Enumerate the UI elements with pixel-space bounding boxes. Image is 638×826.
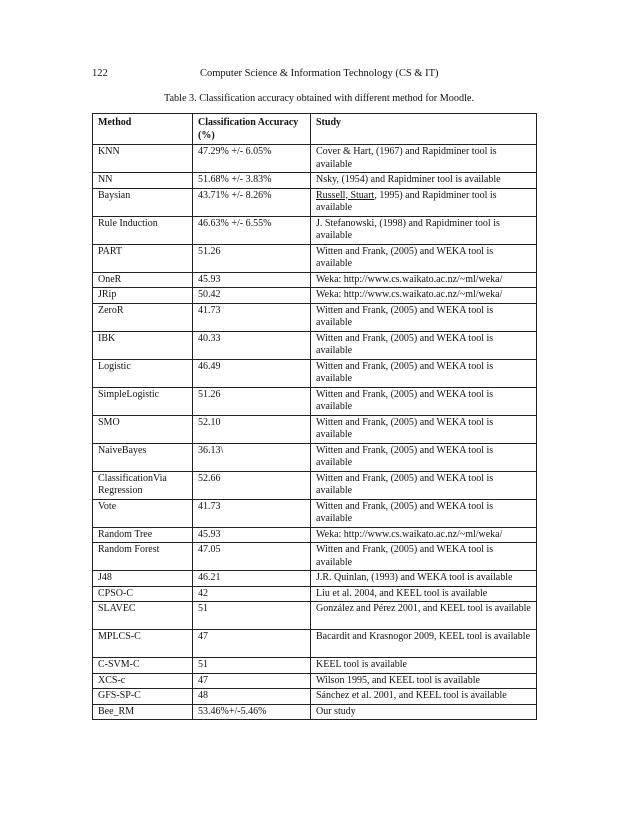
method-cell: C-SVM-C bbox=[93, 658, 193, 674]
study-cell: Weka: http://www.cs.waikato.ac.nz/~ml/weka/ bbox=[311, 527, 537, 543]
study-cell: Bacardit and Krasnogor 2009, KEEL tool is available bbox=[311, 630, 537, 658]
table-row bbox=[93, 499, 537, 527]
table-row bbox=[93, 689, 537, 705]
method-cell: Bee_RM bbox=[93, 704, 193, 720]
accuracy-cell: 51.26 bbox=[193, 244, 311, 272]
accuracy-cell: 45.93 bbox=[193, 272, 311, 288]
study-cell: Liu et al. 2004, and KEEL tool is available bbox=[311, 586, 537, 602]
column-header-accuracy: Classification Accuracy (%) bbox=[193, 114, 311, 145]
table-row bbox=[93, 331, 537, 359]
table-row bbox=[93, 704, 537, 720]
page-header bbox=[92, 68, 552, 82]
table-row bbox=[93, 244, 537, 272]
study-cell: KEEL tool is available bbox=[311, 658, 537, 674]
accuracy-cell: 48 bbox=[193, 689, 311, 705]
study-cell: González and Pérez 2001, and KEEL tool is available bbox=[311, 602, 537, 630]
accuracy-cell: 36.13\ bbox=[193, 443, 311, 471]
table-row bbox=[93, 173, 537, 189]
accuracy-cell: 41.73 bbox=[193, 499, 311, 527]
method-cell: IBK bbox=[93, 331, 193, 359]
accuracy-cell: 47 bbox=[193, 630, 311, 658]
study-cell: Sánchez et al. 2001, and KEEL tool is available bbox=[311, 689, 537, 705]
study-cell: Witten and Frank, (2005) and WEKA tool is available bbox=[311, 443, 537, 471]
accuracy-cell: 47 bbox=[193, 673, 311, 689]
study-cell: J. Stefanowski, (1998) and Rapidminer tool is available bbox=[311, 216, 537, 244]
method-cell: MPLCS-C bbox=[93, 630, 193, 658]
method-cell: ClassificationVia Regression bbox=[93, 471, 193, 499]
accuracy-cell: 46.63% +/- 6.55% bbox=[193, 216, 311, 244]
method-cell: J48 bbox=[93, 571, 193, 587]
table-row bbox=[93, 359, 537, 387]
study-cell: Witten and Frank, (2005) and WEKA tool is available bbox=[311, 471, 537, 499]
accuracy-cell: 51 bbox=[193, 658, 311, 674]
method-cell: ZeroR bbox=[93, 303, 193, 331]
accuracy-cell: 52.66 bbox=[193, 471, 311, 499]
method-cell: NN bbox=[93, 173, 193, 189]
study-cell: Witten and Frank, (2005) and WEKA tool is available bbox=[311, 543, 537, 571]
column-header-study: Study bbox=[311, 114, 537, 145]
column-header-method: Method bbox=[93, 114, 193, 145]
table-row bbox=[93, 658, 537, 674]
accuracy-cell: 47.05 bbox=[193, 543, 311, 571]
accuracy-cell: 47.29% +/- 6.05% bbox=[193, 145, 311, 173]
method-cell: SMO bbox=[93, 415, 193, 443]
table-row bbox=[93, 586, 537, 602]
method-cell: CPSO-C bbox=[93, 586, 193, 602]
accuracy-cell: 40.33 bbox=[193, 331, 311, 359]
table-row bbox=[93, 543, 537, 571]
accuracy-cell: 43.71% +/- 8.26% bbox=[193, 188, 311, 216]
study-cell: Our study bbox=[311, 704, 537, 720]
table-row bbox=[93, 527, 537, 543]
table-row bbox=[93, 188, 537, 216]
study-cell: Nsky, (1954) and Rapidminer tool is available bbox=[311, 173, 537, 189]
table-row bbox=[93, 272, 537, 288]
table-row bbox=[93, 387, 537, 415]
study-cell: Witten and Frank, (2005) and WEKA tool is available bbox=[311, 244, 537, 272]
method-cell: OneR bbox=[93, 272, 193, 288]
method-cell: Random Tree bbox=[93, 527, 193, 543]
method-cell: Vote bbox=[93, 499, 193, 527]
method-cell: SLAVEC bbox=[93, 602, 193, 630]
method-cell: KNN bbox=[93, 145, 193, 173]
method-cell: Baysian bbox=[93, 188, 193, 216]
accuracy-cell: 52.10 bbox=[193, 415, 311, 443]
study-cell: Witten and Frank, (2005) and WEKA tool is available bbox=[311, 387, 537, 415]
study-cell: Weka: http://www.cs.waikato.ac.nz/~ml/weka/ bbox=[311, 272, 537, 288]
accuracy-cell: 41.73 bbox=[193, 303, 311, 331]
table-header-row bbox=[93, 114, 537, 145]
accuracy-cell: 45.93 bbox=[193, 527, 311, 543]
table-row bbox=[93, 443, 537, 471]
accuracy-table bbox=[92, 113, 537, 720]
method-cell: Logistic bbox=[93, 359, 193, 387]
study-cell: Cover & Hart, (1967) and Rapidminer tool is available bbox=[311, 145, 537, 173]
accuracy-cell: 51 bbox=[193, 602, 311, 630]
method-cell: SimpleLogistic bbox=[93, 387, 193, 415]
method-cell: PART bbox=[93, 244, 193, 272]
page-number: 122 bbox=[92, 68, 108, 79]
method-cell: GFS-SP-C bbox=[93, 689, 193, 705]
study-cell: J.R. Quinlan, (1993) and WEKA tool is available bbox=[311, 571, 537, 587]
accuracy-cell: 51.26 bbox=[193, 387, 311, 415]
method-cell: JRip bbox=[93, 288, 193, 304]
accuracy-cell: 50.42 bbox=[193, 288, 311, 304]
study-text: , 1995) and Rapidminer tool is available bbox=[316, 189, 497, 213]
accuracy-cell: 46.49 bbox=[193, 359, 311, 387]
table-row bbox=[93, 630, 537, 658]
table-row bbox=[93, 415, 537, 443]
accuracy-cell: 51.68% +/- 3.83% bbox=[193, 173, 311, 189]
accuracy-cell: 42 bbox=[193, 586, 311, 602]
accuracy-cell: 53.46%+/-5.46% bbox=[193, 704, 311, 720]
study-cell: Witten and Frank, (2005) and WEKA tool is available bbox=[311, 331, 537, 359]
table-row bbox=[93, 571, 537, 587]
study-cell: Witten and Frank, (2005) and WEKA tool is available bbox=[311, 499, 537, 527]
study-cell: Witten and Frank, (2005) and WEKA tool is available bbox=[311, 415, 537, 443]
study-cell bbox=[311, 188, 537, 216]
accuracy-cell: 46.21 bbox=[193, 571, 311, 587]
method-cell: XCS-c bbox=[93, 673, 193, 689]
table-caption: Table 3. Classification accuracy obtained with different method for Moodle. bbox=[163, 93, 474, 104]
table-row bbox=[93, 216, 537, 244]
study-cell: Witten and Frank, (2005) and WEKA tool is available bbox=[311, 303, 537, 331]
study-citation-link: Russell, Stuart bbox=[316, 189, 375, 201]
table-row bbox=[93, 288, 537, 304]
table-row bbox=[93, 673, 537, 689]
method-cell: Rule Induction bbox=[93, 216, 193, 244]
study-cell: Witten and Frank, (2005) and WEKA tool is available bbox=[311, 359, 537, 387]
method-cell: NaiveBayes bbox=[93, 443, 193, 471]
study-cell: Weka: http://www.cs.waikato.ac.nz/~ml/weka/ bbox=[311, 288, 537, 304]
table-row bbox=[93, 602, 537, 630]
running-title: Computer Science & Information Technology (CS & IT) bbox=[200, 68, 439, 79]
table-row bbox=[93, 471, 537, 499]
table-row bbox=[93, 145, 537, 173]
study-cell: Wilson 1995, and KEEL tool is available bbox=[311, 673, 537, 689]
table-row bbox=[93, 303, 537, 331]
method-cell: Random Forest bbox=[93, 543, 193, 571]
